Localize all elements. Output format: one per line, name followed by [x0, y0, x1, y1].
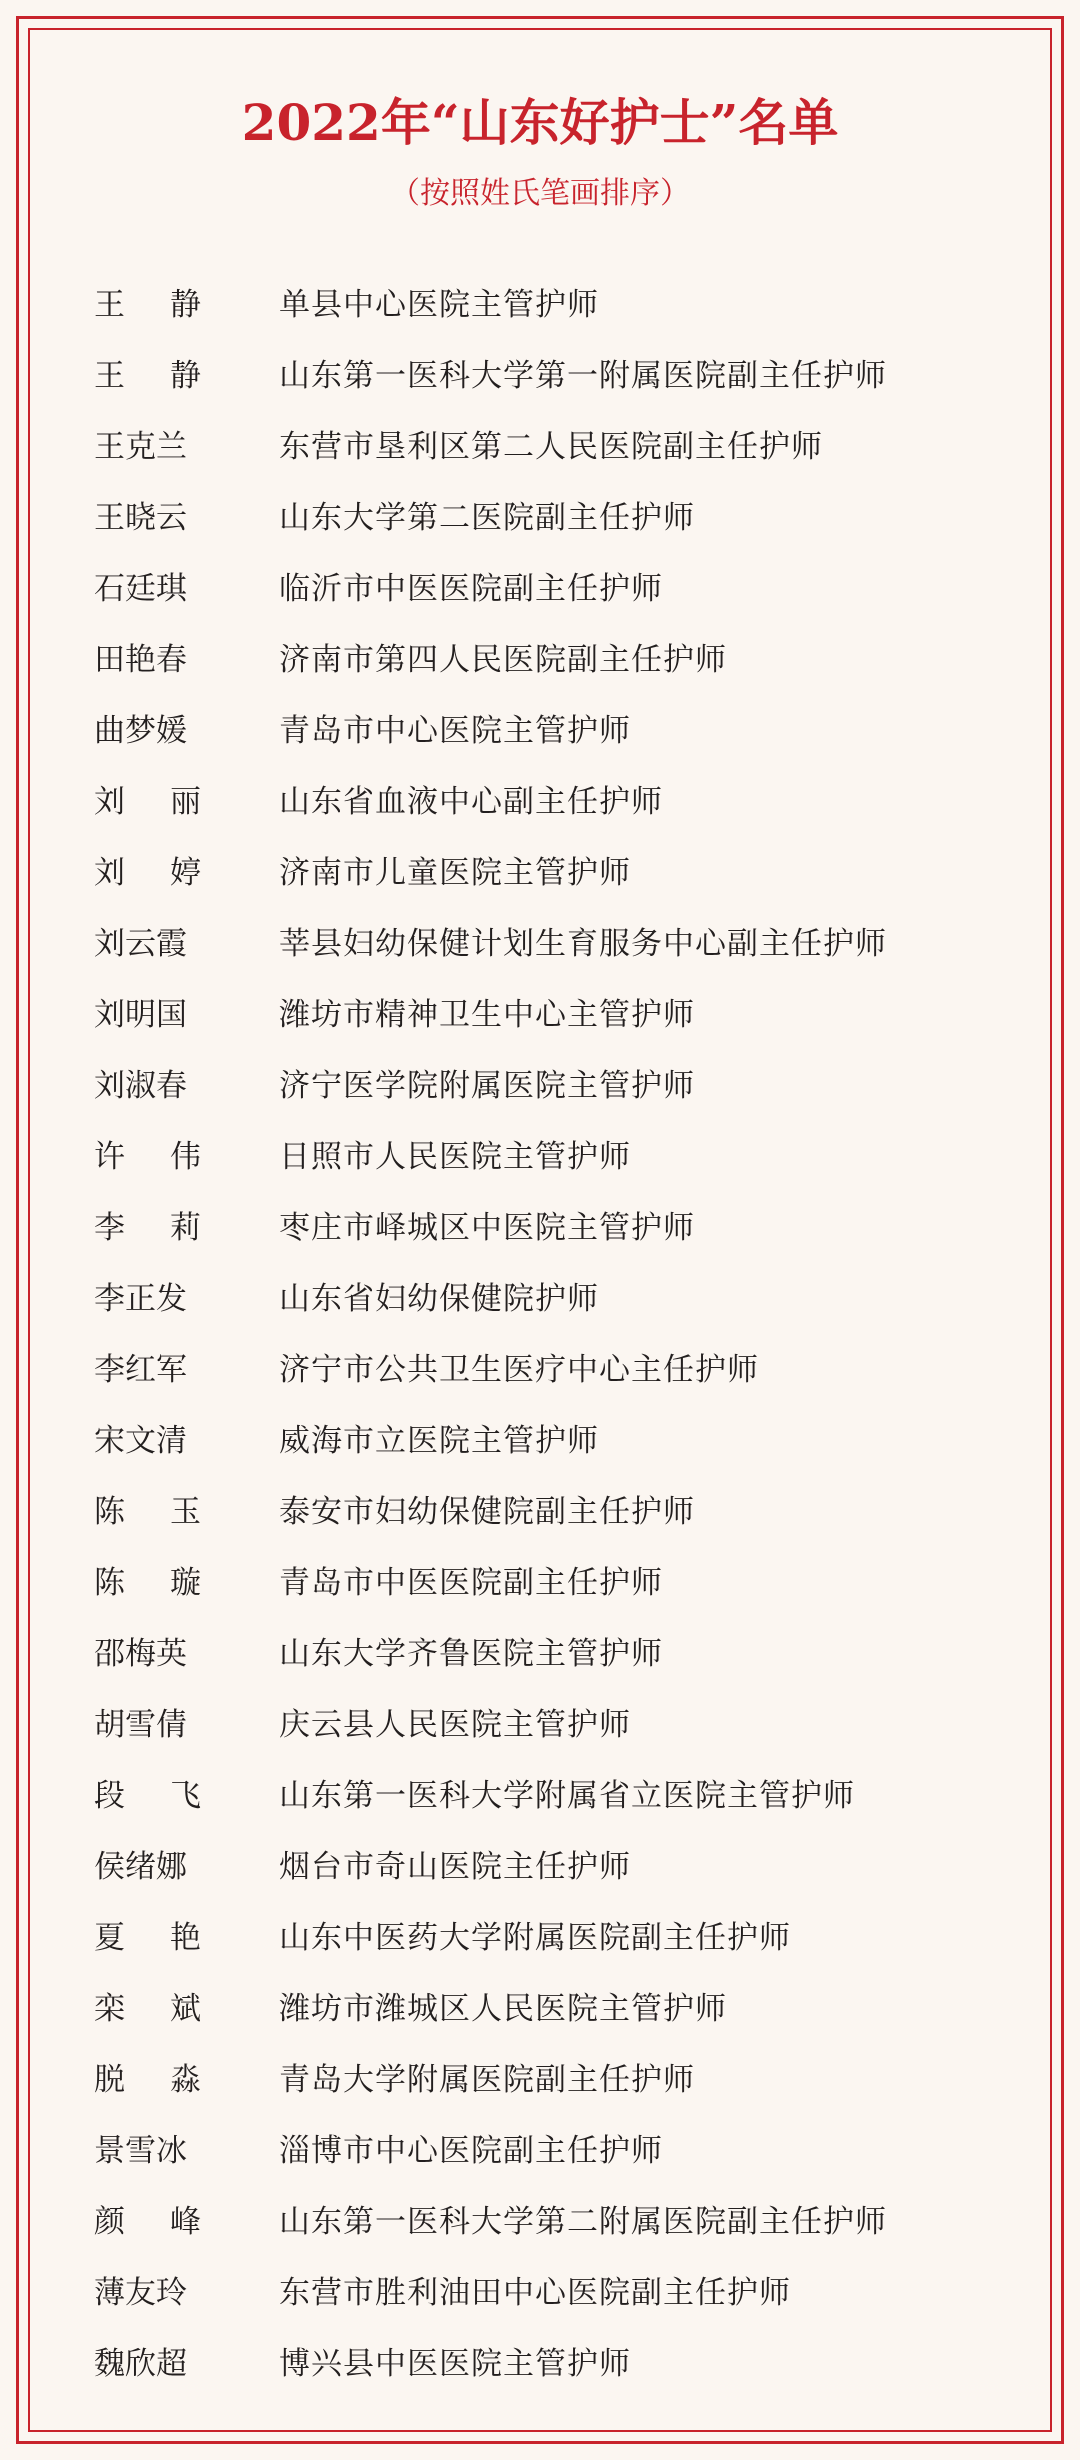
- list-item: [94, 1473, 994, 1544]
- nurse-organization: 日照市人民医院主管护师: [279, 1139, 631, 1175]
- list-item: [94, 621, 994, 692]
- list-item: [94, 1544, 994, 1615]
- list-item: [94, 1970, 994, 2041]
- list-item: [94, 2112, 994, 2183]
- list-item: [94, 2325, 994, 2396]
- nurse-organization: 山东大学第二医院副主任护师: [279, 500, 695, 536]
- list-item: [94, 408, 994, 479]
- nurse-name-text: 景雪冰: [94, 2133, 187, 2169]
- nurse-name-text: 胡雪倩: [94, 1707, 187, 1743]
- nurse-organization: 莘县妇幼保健计划生育服务中心副主任护师: [279, 926, 887, 962]
- nurse-name: [94, 1344, 279, 1389]
- nurse-organization: 青岛大学附属医院副主任护师: [279, 2062, 695, 2098]
- nurse-organization: 山东大学齐鲁医院主管护师: [279, 1636, 663, 1672]
- list-item: [94, 1899, 994, 1970]
- nurse-organization: 济宁医学院附属医院主管护师: [279, 1068, 695, 1104]
- list-item: [94, 1828, 994, 1899]
- nurse-organization: 山东第一医科大学第一附属医院副主任护师: [279, 358, 887, 394]
- nurse-name-text: 李正发: [94, 1281, 187, 1317]
- nurse-name: [94, 2338, 279, 2383]
- nurse-name-text: 侯绪娜: [94, 1849, 187, 1885]
- nurse-name: [94, 1486, 279, 1531]
- nurse-organization: 东营市垦利区第二人民医院副主任护师: [279, 429, 823, 465]
- list-item: [94, 763, 994, 834]
- nurse-name: [94, 918, 279, 963]
- nurse-name-text: 曲梦媛: [94, 713, 187, 749]
- list-item: [94, 1686, 994, 1757]
- nurse-name: [94, 776, 279, 821]
- nurse-name-text: 刘 婷: [94, 855, 201, 891]
- list-item: [94, 1615, 994, 1686]
- nurse-name-text: 王 静: [94, 287, 201, 323]
- nurse-organization: 淄博市中心医院副主任护师: [279, 2133, 663, 2169]
- nurse-name: [94, 1983, 279, 2028]
- nurse-name: [94, 634, 279, 679]
- nurse-name-text: 田艳春: [94, 642, 187, 678]
- nurse-name-text: 李红军: [94, 1352, 187, 1388]
- nurse-name: [94, 563, 279, 608]
- nurse-name: [94, 279, 279, 324]
- list-item: [94, 1757, 994, 1828]
- nurse-list: [94, 266, 994, 2396]
- list-item: [94, 905, 994, 976]
- nurse-name-text: 陈 璇: [94, 1565, 201, 1601]
- nurse-name-text: 王 静: [94, 358, 201, 394]
- nurse-organization: 潍坊市潍城区人民医院主管护师: [279, 1991, 727, 2027]
- nurse-name: [94, 421, 279, 466]
- nurse-name-text: 宋文清: [94, 1423, 187, 1459]
- nurse-name: [94, 1841, 279, 1886]
- nurse-organization: 济南市儿童医院主管护师: [279, 855, 631, 891]
- nurse-name: [94, 1557, 279, 1602]
- nurse-name: [94, 1202, 279, 1247]
- list-item: [94, 337, 994, 408]
- nurse-name: [94, 989, 279, 1034]
- nurse-name: [94, 1912, 279, 1957]
- page-title: 2022年“山东好护士”名单: [241, 93, 839, 152]
- nurse-name-text: 薄友玲: [94, 2275, 187, 2311]
- nurse-name-text: 栾 斌: [94, 1991, 201, 2027]
- nurse-organization: 济宁市公共卫生医疗中心主任护师: [279, 1352, 759, 1388]
- nurse-name-text: 夏 艳: [94, 1920, 201, 1956]
- nurse-name-text: 王克兰: [94, 429, 187, 465]
- nurse-name-text: 魏欣超: [94, 2346, 187, 2382]
- list-item: [94, 1331, 994, 1402]
- nurse-name-text: 脱 淼: [94, 2062, 201, 2098]
- nurse-name-text: 刘淑春: [94, 1068, 187, 1104]
- nurse-name: [94, 2196, 279, 2241]
- nurse-name-text: 刘明国: [94, 997, 187, 1033]
- list-item: [94, 2041, 994, 2112]
- nurse-organization: 临沂市中医医院副主任护师: [279, 571, 663, 607]
- list-item: [94, 692, 994, 763]
- nurse-name-text: 石廷琪: [94, 571, 187, 607]
- nurse-organization: 庆云县人民医院主管护师: [279, 1707, 631, 1743]
- list-item: [94, 550, 994, 621]
- list-item: [94, 1260, 994, 1331]
- nurse-name: [94, 1628, 279, 1673]
- page-subtitle: （按照姓氏笔画排序）: [390, 176, 690, 211]
- nurse-organization: 泰安市妇幼保健院副主任护师: [279, 1494, 695, 1530]
- nurse-organization: 东营市胜利油田中心医院副主任护师: [279, 2275, 791, 2311]
- list-item: [94, 976, 994, 1047]
- nurse-name: [94, 1770, 279, 1815]
- nurse-name-text: 许 伟: [94, 1139, 201, 1175]
- nurse-name-text: 李 莉: [94, 1210, 201, 1246]
- nurse-name: [94, 1699, 279, 1744]
- nurse-name: [94, 2267, 279, 2312]
- nurse-name-text: 颜 峰: [94, 2204, 201, 2240]
- nurse-organization: 山东第一医科大学第二附属医院副主任护师: [279, 2204, 887, 2240]
- nurse-organization: 威海市立医院主管护师: [279, 1423, 599, 1459]
- nurse-organization: 博兴县中医医院主管护师: [279, 2346, 631, 2382]
- list-item: [94, 1118, 994, 1189]
- nurse-organization: 山东省血液中心副主任护师: [279, 784, 663, 820]
- nurse-organization: 山东省妇幼保健院护师: [279, 1281, 599, 1317]
- nurse-name-text: 王晓云: [94, 500, 187, 536]
- nurse-organization: 枣庄市峄城区中医院主管护师: [279, 1210, 695, 1246]
- nurse-organization: 青岛市中医医院副主任护师: [279, 1565, 663, 1601]
- nurse-name: [94, 350, 279, 395]
- list-item: [94, 834, 994, 905]
- list-item: [94, 1402, 994, 1473]
- list-item: [94, 2183, 994, 2254]
- nurse-name: [94, 1060, 279, 1105]
- list-item: [94, 479, 994, 550]
- nurse-organization: 山东第一医科大学附属省立医院主管护师: [279, 1778, 855, 1814]
- nurse-organization: 烟台市奇山医院主任护师: [279, 1849, 631, 1885]
- nurse-name: [94, 847, 279, 892]
- nurse-organization: 山东中医药大学附属医院副主任护师: [279, 1920, 791, 1956]
- nurse-organization: 济南市第四人民医院副主任护师: [279, 642, 727, 678]
- list-item: [94, 266, 994, 337]
- nurse-organization: 单县中心医院主管护师: [279, 287, 599, 323]
- nurse-name-text: 刘 丽: [94, 784, 201, 820]
- list-item: [94, 1047, 994, 1118]
- nurse-name: [94, 492, 279, 537]
- nurse-name-text: 刘云霞: [94, 926, 187, 962]
- nurse-name: [94, 1273, 279, 1318]
- nurse-organization: 潍坊市精神卫生中心主管护师: [279, 997, 695, 1033]
- nurse-name: [94, 2054, 279, 2099]
- nurse-name: [94, 1131, 279, 1176]
- nurse-name-text: 段 飞: [94, 1778, 201, 1814]
- nurse-name: [94, 2125, 279, 2170]
- list-item: [94, 1189, 994, 1260]
- nurse-name-text: 邵梅英: [94, 1636, 187, 1672]
- list-item: [94, 2254, 994, 2325]
- nurse-organization: 青岛市中心医院主管护师: [279, 713, 631, 749]
- nurse-name: [94, 1415, 279, 1460]
- nurse-name-text: 陈 玉: [94, 1494, 201, 1530]
- nurse-name: [94, 705, 279, 750]
